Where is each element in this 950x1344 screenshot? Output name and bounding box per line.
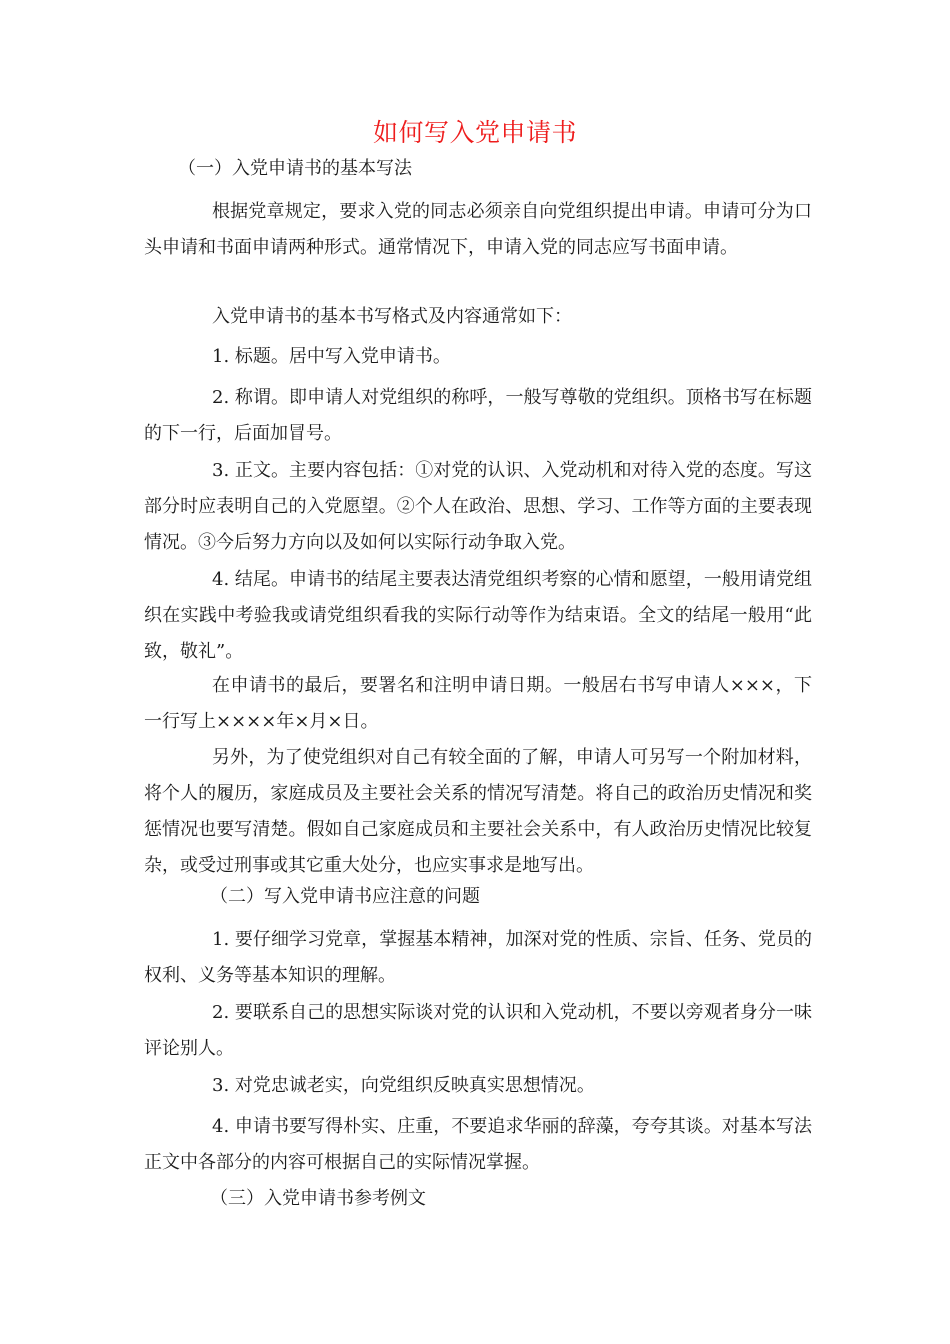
paragraph-item-body: 3. 正文。主要内容包括：①对党的认识、入党动机和对待入党的态度。写这部分时应表明自己的入党愿望。②个人在政治、思想、学习、工作等方面的主要表现情况。③今后努力方向以及如何以实际行动争取入党。 xyxy=(144,460,812,553)
paragraph-format-intro: 入党申请书的基本书写格式及内容通常如下： xyxy=(212,306,572,327)
section-heading-notes: （二）写入党申请书应注意的问题 xyxy=(210,886,480,907)
paragraph-item-salutation: 2. 称谓。即申请人对党组织的称呼，一般写尊敬的党组织。顶格书写在标题的下一行，后面加冒号。 xyxy=(144,387,812,444)
paragraph-note-honesty: 3. 对党忠诚老实，向党组织反映真实思想情况。 xyxy=(212,1075,595,1096)
paragraph-note-thinking: 2. 要联系自己的思想实际谈对党的认识和入党动机，不要以旁观者身分一味评论别人。 xyxy=(144,1002,812,1059)
document-title: 如何写入党申请书 xyxy=(372,118,577,147)
paragraph-signature: 在申请书的最后，要署名和注明申请日期。一般居右书写申请人×××，下一行写上××××年×月×日。 xyxy=(144,675,812,732)
section-heading-example: （三）入党申请书参考例文 xyxy=(210,1188,426,1209)
paragraph-item-ending: 4. 结尾。申请书的结尾主要表达清党组织考察的心情和愿望，一般用请党组织在实践中考验我或请党组织看我的实际行动等作为结束语。全文的结尾一般用“此致，敬礼”。 xyxy=(144,569,812,662)
paragraph-intro: 根据党章规定，要求入党的同志必须亲自向党组织提出申请。申请可分为口头申请和书面申请两种形式。通常情况下，申请入党的同志应写书面申请。 xyxy=(144,201,812,258)
paragraph-item-title: 1. 标题。居中写入党申请书。 xyxy=(212,346,451,367)
paragraph-additional-material: 另外，为了使党组织对自己有较全面的了解，申请人可另写一个附加材料，将个人的履历，家庭成员及主要社会关系的情况写清楚。将自己的政治历史情况和奖惩情况也要写清楚。假如自己家庭成员和主要社会关系中，有人政治历史情况比较复杂，或受过刑事或其它重大处分，也应实事求是地写出。 xyxy=(144,747,812,876)
paragraph-note-style: 4. 申请书要写得朴实、庄重，不要追求华丽的辞藻，夸夸其谈。对基本写法正文中各部分的内容可根据自己的实际情况掌握。 xyxy=(144,1116,812,1173)
section-heading-basic-writing: （一）入党申请书的基本写法 xyxy=(178,158,412,179)
paragraph-note-study: 1. 要仔细学习党章，掌握基本精神，加深对党的性质、宗旨、任务、党员的权利、义务等基本知识的理解。 xyxy=(144,929,812,986)
